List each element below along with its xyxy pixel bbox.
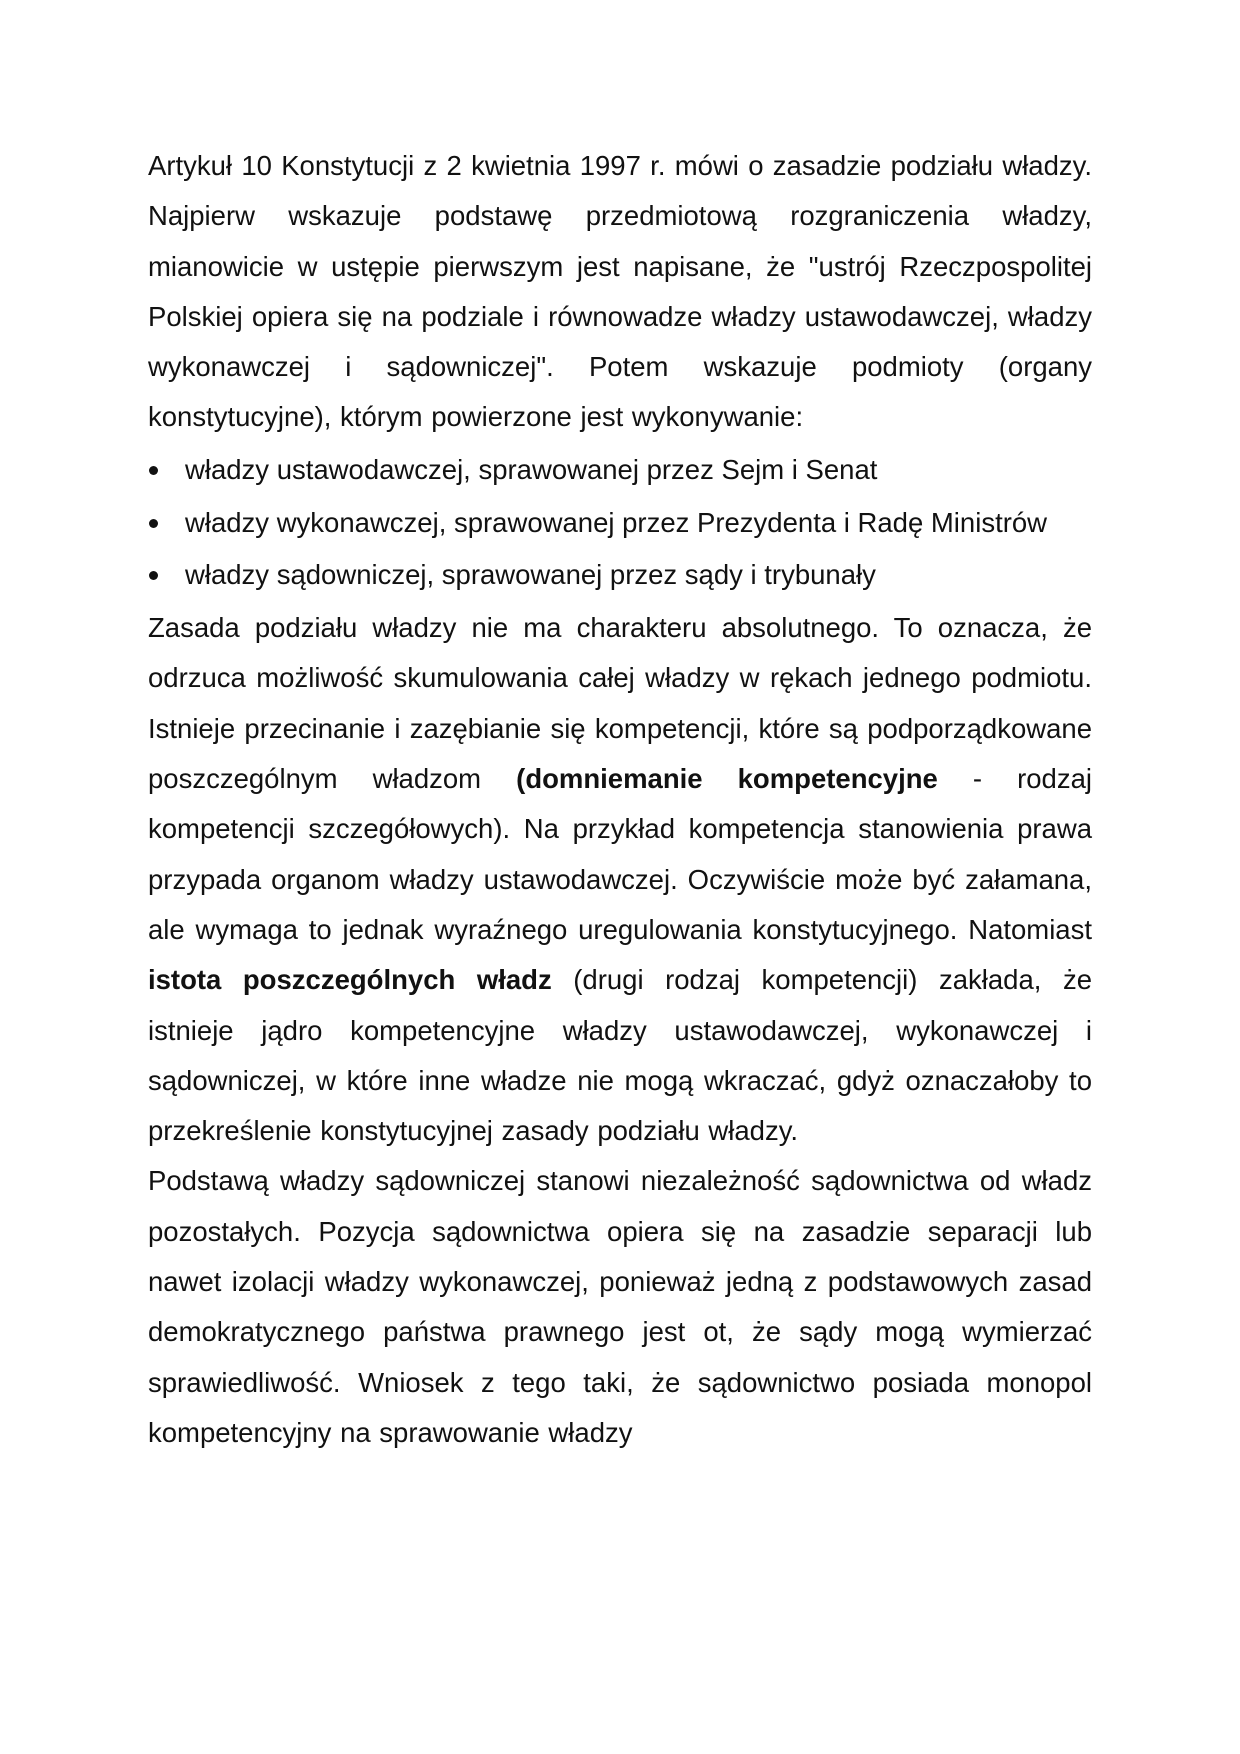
bullet-text-legislative: władzy ustawodawczej, sprawowanej przez Sejm i Senat (185, 453, 878, 485)
bold-term-essence-of-powers: istota poszczególnych władz (148, 964, 552, 996)
paragraph-article-10: Artykuł 10 Konstytucji z 2 kwietnia 1997 r. mówi o zasadzie podziału władzy. Najpierw wskazuje podstawę przedmiotową rozgraniczenia władzy, mianowicie w ustępie pierwszym jest napisane, że "ustrój Rzeczpospolitej Polskiej opiera się na podziale i równowadze władzy ustawodawczej, władzy wykonawczej i sądowniczej". Potem wskazuje podmioty (organy konstytucyjne), którym powierzone jest wykonywanie: (148, 150, 1092, 433)
list-item (148, 498, 1092, 548)
paragraph-text: Zasada podziału władzy nie ma charakteru absolutnego. To oznacza, że odrzuca możliwość skumulowania całej władzy w rękach jednego podmiotu. Istnieje przecinanie i zazębianie się kompetencji, które są podporządkowane poszczególnym władzom (148, 612, 1092, 795)
bold-term-implied-competence: (domniemanie kompetencyjne (516, 763, 938, 795)
paragraph-text: (drugi rodzaj kompetencji) zakłada, że istnieje jądro kompetencyjne władzy ustawodawczej, wykonawczej i sądowniczej, w które inne władze nie mogą wkraczać, gdyż oznaczałoby to przekreślenie konstytucyjnej zasady podziału władzy. (148, 964, 1092, 1147)
paragraph-separation-principle (148, 603, 1092, 1156)
bullet-text-judicial: władzy sądowniczej, sprawowanej przez sądy i trybunały (185, 559, 876, 591)
list-item (148, 445, 1092, 495)
bullet-list-powers (148, 445, 1092, 601)
list-item (148, 550, 1092, 600)
bullet-icon (149, 571, 158, 580)
document-page (148, 141, 1092, 1458)
paragraph-judicial-independence: Podstawą władzy sądowniczej stanowi niezależność sądownictwa od władz pozostałych. Pozycja sądownictwa opiera się na zasadzie separacji lub nawet izolacji władzy wykonawczej, ponieważ jedną z podstawowych zasad demokratycznego państwa prawnego jest ot, że sądy mogą wymierzać sprawiedliwość. Wniosek z tego taki, że sądownictwo posiada monopol kompetencyjny na sprawowanie władzy (148, 1165, 1092, 1448)
bullet-icon (149, 466, 158, 475)
paragraph-text: - rodzaj kompetencji szczegółowych). Na przykład kompetencja stanowienia prawa przypada organom władzy ustawodawczej. Oczywiście może być załamana, ale wymaga to jednak wyraźnego uregulowania konstytucyjnego. Natomiast (148, 763, 1093, 945)
bullet-icon (149, 519, 158, 528)
bullet-text-executive: władzy wykonawczej, sprawowanej przez Prezydenta i Radę Ministrów (185, 506, 1048, 538)
